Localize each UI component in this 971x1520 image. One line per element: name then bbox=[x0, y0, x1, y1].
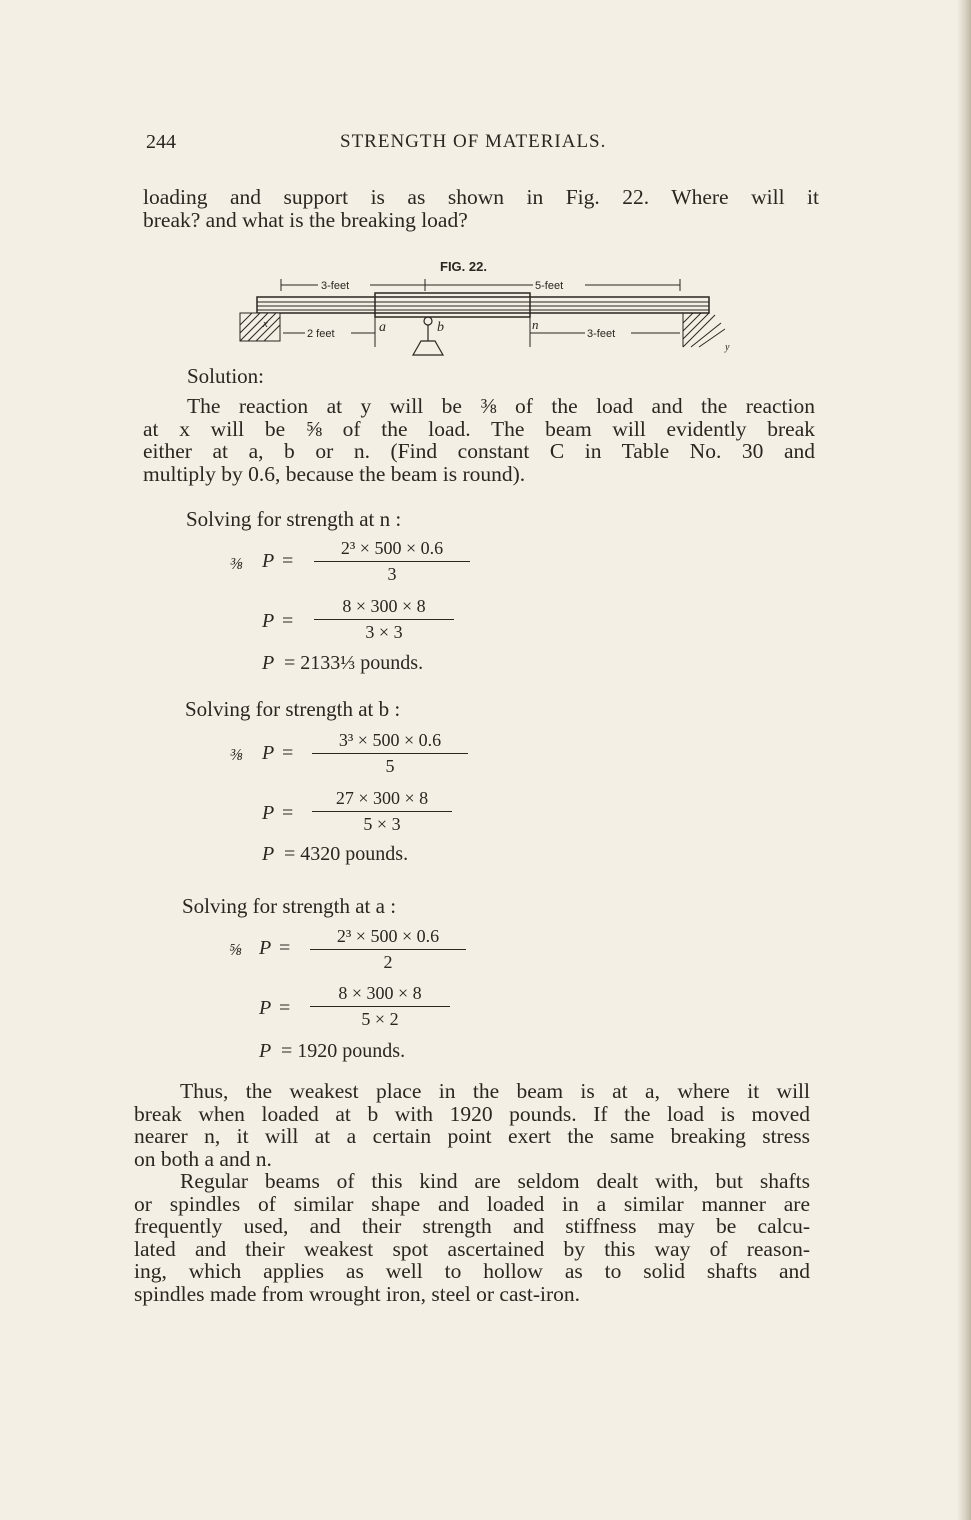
numerator: 8 × 300 × 8 bbox=[310, 983, 450, 1007]
calc-a-coef: ⅝ bbox=[229, 940, 242, 959]
dim-top-right: 5-feet bbox=[535, 280, 564, 292]
calc-n-coef: ⅜ bbox=[230, 554, 243, 573]
text-line: on both a and n. bbox=[134, 1146, 272, 1171]
left-support bbox=[240, 313, 280, 341]
dim-top-left: 3-feet bbox=[321, 280, 350, 292]
text-line: either at a, b or n. (Find constant C in Table No. 30 and bbox=[143, 439, 815, 463]
text-line: frequently used, and their strength and stiffness may be calcu- bbox=[134, 1214, 810, 1238]
calc-n-result: = 2133⅓ pounds. bbox=[284, 652, 424, 674]
solution-paragraph bbox=[143, 395, 815, 485]
text-line: break? and what is the breaking load? bbox=[143, 207, 468, 232]
numerator: 27 × 300 × 8 bbox=[312, 788, 452, 812]
text-line: Regular beams of this kind are seldom dealt with, but shafts bbox=[180, 1169, 810, 1193]
numerator: 3³ × 500 × 0.6 bbox=[312, 730, 468, 754]
calc-n-eq1: = bbox=[282, 550, 294, 572]
text-line: break when loaded at b with 1920 pounds. If the load is moved bbox=[134, 1101, 810, 1126]
beam-figure bbox=[235, 255, 755, 365]
denominator: 5 × 3 bbox=[363, 814, 401, 834]
calc-b-fraction-2 bbox=[312, 788, 452, 835]
calc-b-result: = 4320 pounds. bbox=[284, 843, 409, 865]
label-x: x bbox=[263, 318, 268, 330]
text-line: nearer n, it will at a certain point exert the same breaking stress bbox=[134, 1124, 810, 1148]
denominator: 3 bbox=[387, 564, 397, 584]
calc-n-fraction-1 bbox=[314, 538, 470, 585]
numerator: 2³ × 500 × 0.6 bbox=[310, 926, 466, 950]
numerator: 8 × 300 × 8 bbox=[314, 596, 454, 620]
label-y: y bbox=[725, 342, 730, 353]
calc-b-eq2: = bbox=[282, 802, 294, 824]
calc-n-fraction-2 bbox=[314, 596, 454, 643]
calc-a-p2: P bbox=[259, 997, 272, 1019]
calc-b-eq1: = bbox=[282, 742, 294, 764]
calc-b-heading: Solving for strength at b : bbox=[185, 697, 401, 721]
text-line: at x will be ⅝ of the load. The beam will evidently break bbox=[143, 416, 815, 441]
right-support bbox=[683, 313, 725, 347]
calc-a-fraction-1 bbox=[310, 926, 466, 973]
solution-heading: Solution: bbox=[187, 364, 265, 388]
dim-bottom-left: 2 feet bbox=[307, 328, 335, 340]
text-line: spindles made from wrought iron, steel or cast-iron. bbox=[134, 1281, 581, 1306]
calc-n-p3: P bbox=[262, 652, 275, 674]
calc-a-eq1: = bbox=[279, 937, 291, 959]
label-a: a bbox=[379, 320, 386, 335]
calc-b-p2: P bbox=[262, 802, 275, 824]
text-line: Thus, the weakest place in the beam is at a, where it will bbox=[180, 1079, 810, 1103]
calc-b-p1: P bbox=[262, 742, 275, 764]
calc-b-p3: P bbox=[262, 843, 275, 865]
calc-a-heading: Solving for strength at a : bbox=[182, 894, 397, 918]
label-n: n bbox=[532, 317, 539, 332]
denominator: 5 bbox=[385, 756, 395, 776]
calc-a-result: = 1920 pounds. bbox=[281, 1040, 406, 1062]
label-b: b bbox=[437, 320, 444, 335]
text-line: ing, which applies as well to hollow as to solid shafts and bbox=[134, 1259, 810, 1283]
denominator: 3 × 3 bbox=[365, 622, 403, 642]
denominator: 5 × 2 bbox=[361, 1009, 399, 1029]
text-line: lated and their weakest spot ascertained by this way of reason- bbox=[134, 1236, 810, 1261]
conclusion-paragraph bbox=[134, 1080, 810, 1305]
beam bbox=[257, 297, 709, 313]
figure-title: FIG. 22. bbox=[440, 259, 487, 274]
dim-bottom-right: 3-feet bbox=[587, 328, 616, 340]
page-number: 244 bbox=[146, 131, 176, 153]
calc-b-coef: ⅜ bbox=[230, 745, 243, 764]
text-line: The reaction at y will be ⅜ of the load and the reaction bbox=[187, 394, 815, 418]
text-line: multiply by 0.6, because the beam is round). bbox=[143, 461, 526, 486]
running-title: STRENGTH OF MATERIALS. bbox=[340, 131, 607, 152]
calc-a-eq2: = bbox=[279, 997, 291, 1019]
text-line: loading and support is as shown in Fig. 22. Where will it bbox=[143, 185, 819, 209]
calc-n-heading: Solving for strength at n : bbox=[186, 507, 402, 531]
intro-paragraph bbox=[143, 186, 819, 231]
calc-a-p3: P bbox=[259, 1040, 272, 1062]
calc-a-p1: P bbox=[259, 937, 272, 959]
numerator: 2³ × 500 × 0.6 bbox=[314, 538, 470, 562]
calc-n-eq2: = bbox=[282, 610, 294, 632]
page-edge bbox=[957, 0, 971, 1520]
calc-b-fraction-1 bbox=[312, 730, 468, 777]
denominator: 2 bbox=[383, 952, 393, 972]
text-line: or spindles of similar shape and loaded in a similar manner are bbox=[134, 1191, 810, 1216]
calc-n-p2: P bbox=[262, 610, 275, 632]
calc-n-p1: P bbox=[262, 550, 275, 572]
calc-a-fraction-2 bbox=[310, 983, 450, 1030]
